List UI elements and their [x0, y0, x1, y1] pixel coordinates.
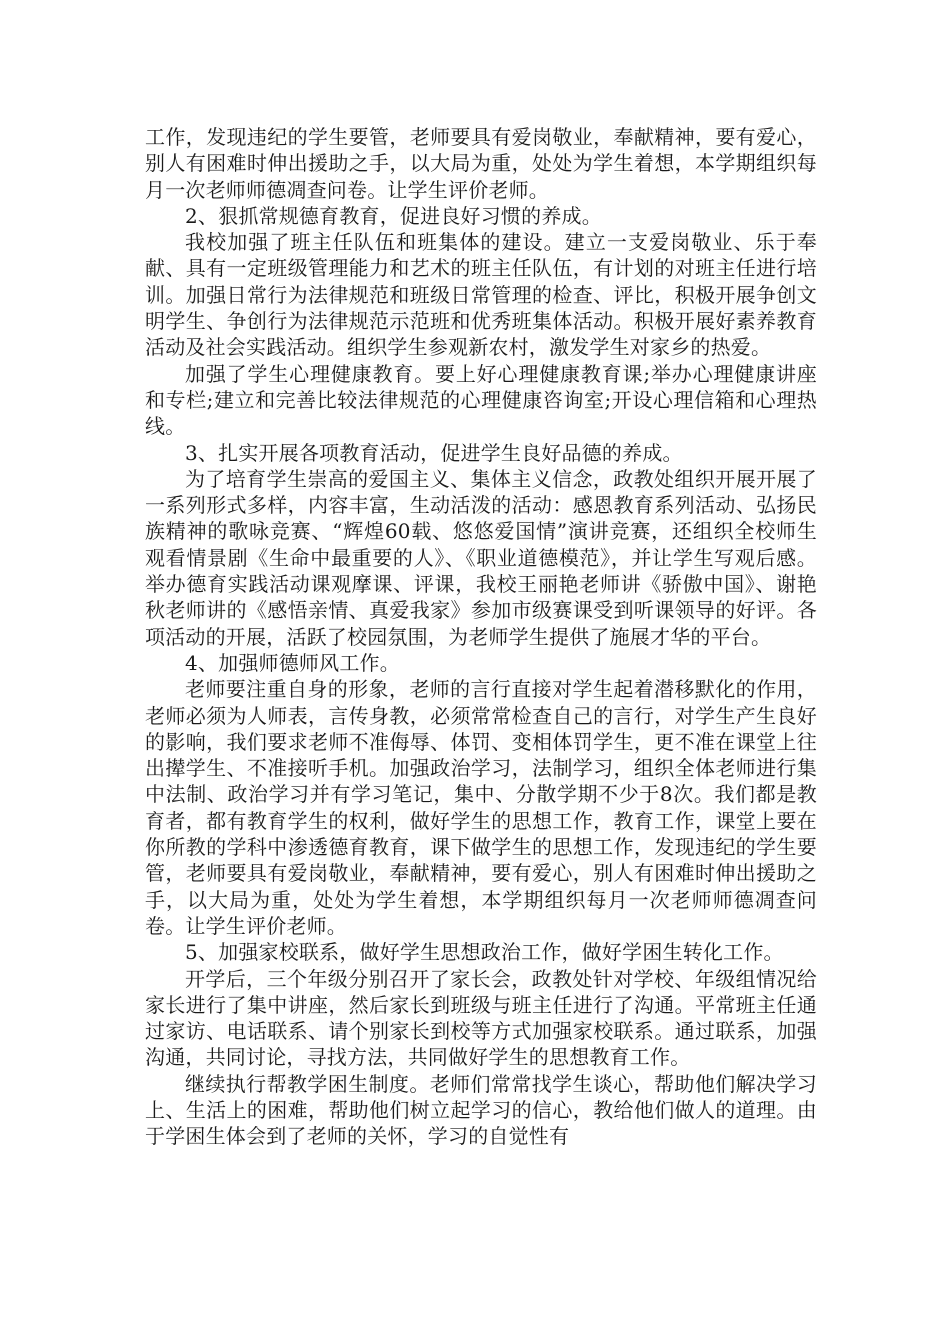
- paragraph: 开学后，三个年级分别召开了家长会，政教处针对学校、年级组情况给家长进行了集中讲座，然后家长到班级与班主任进行了沟通。平常班主任通过家访、电话联系、请个别家长到校等方式加强家校联系。通过联系，加强沟通，共同讨论，寻找方法，共同做好学生的思想教育工作。: [145, 966, 817, 1070]
- paragraph: 我校加强了班主任队伍和班集体的建设。建立一支爱岗敬业、乐于奉献、具有一定班级管理能力和艺术的班主任队伍，有计划的对班主任进行培训。加强日常行为法律规范和班级日常管理的检查、评比，积极开展争创文明学生、争创行为法律规范示范班和优秀班集体活动。积极开展好素养教育活动及社会实践活动。组织学生参观新农村，激发学生对家乡的热爱。: [145, 230, 817, 360]
- paragraph: 为了培育学生崇高的爱国主义、集体主义信念，政教处组织开展开展了一系列形式多样，内容丰富，生动活泼的活动：感恩教育系列活动、弘扬民族精神的歌咏竞赛、“辉煌60载、悠悠爱国情”演讲竞赛，还组织全校师生观看情景剧《生命中最重要的人》、《职业道德模范》，并让学生写观后感。举办德育实践活动课观摩课、评课，我校王丽艳老师讲《骄傲中国》、谢艳秋老师讲的《感悟亲情、真爱我家》参加市级赛课受到听课领导的好评。各项活动的开展，活跃了校园氛围，为老师学生提供了施展才华的平台。: [145, 466, 817, 649]
- paragraph: 加强了学生心理健康教育。要上好心理健康教育课;举办心理健康讲座和专栏;建立和完善比较法律规范的心理健康咨询室;开设心理信箱和心理热线。: [145, 361, 817, 439]
- section-heading-4: 4、加强师德师风工作。: [185, 650, 400, 675]
- paragraph: 老师要注重自身的形象，老师的言行直接对学生起着潜移默化的作用，老师必须为人师表，言传身教，必须常常检查自己的言行，对学生产生良好的影响，我们要求老师不准侮辱、体罚、变相体罚学生，更不准在课堂上往出撵学生、不准接听手机。加强政治学习，法制学习，组织全体老师进行集中法制、政治学习并有学习笔记，集中、分散学期不少于8次。我们都是教育者，都有教育学生的权利，做好学生的思想工作，教育工作，课堂上要在你所教的学科中渗透德育教育，课下做学生的思想工作，发现违纪的学生要管，老师要具有爱岗敬业，奉献精神，要有爱心，别人有困难时伸出援助之手，以大局为重，处处为学生着想，本学期组织每月一次老师师德凋查问卷。让学生评价老师。: [145, 677, 817, 938]
- section-heading-2: 2、狠抓常规德育教育，促进良好习惯的养成。: [185, 203, 602, 228]
- section-heading-3: 3、扎实开展各项教育活动，促进学生良好品德的养成。: [185, 440, 683, 465]
- paragraph-continued: 工作，发现违纪的学生要管，老师要具有爱岗敬业，奉献精神，要有爱心，别人有困难时伸出援助之手，以大局为重，处处为学生着想，本学期组织每月一次老师师德凋查问卷。让学生评价老师。: [145, 125, 817, 202]
- section-heading-5: 5、加强家校联系，做好学生思想政治工作，做好学困生转化工作。: [185, 940, 784, 965]
- paragraph: 继续执行帮教学困生制度。老师们常常找学生谈心，帮助他们解决学习上、生活上的困难，帮助他们树立起学习的信心，教给他们做人的道理。由于学困生体会到了老师的关怀，学习的自觉性有: [145, 1071, 817, 1149]
- document-body: [145, 124, 817, 1150]
